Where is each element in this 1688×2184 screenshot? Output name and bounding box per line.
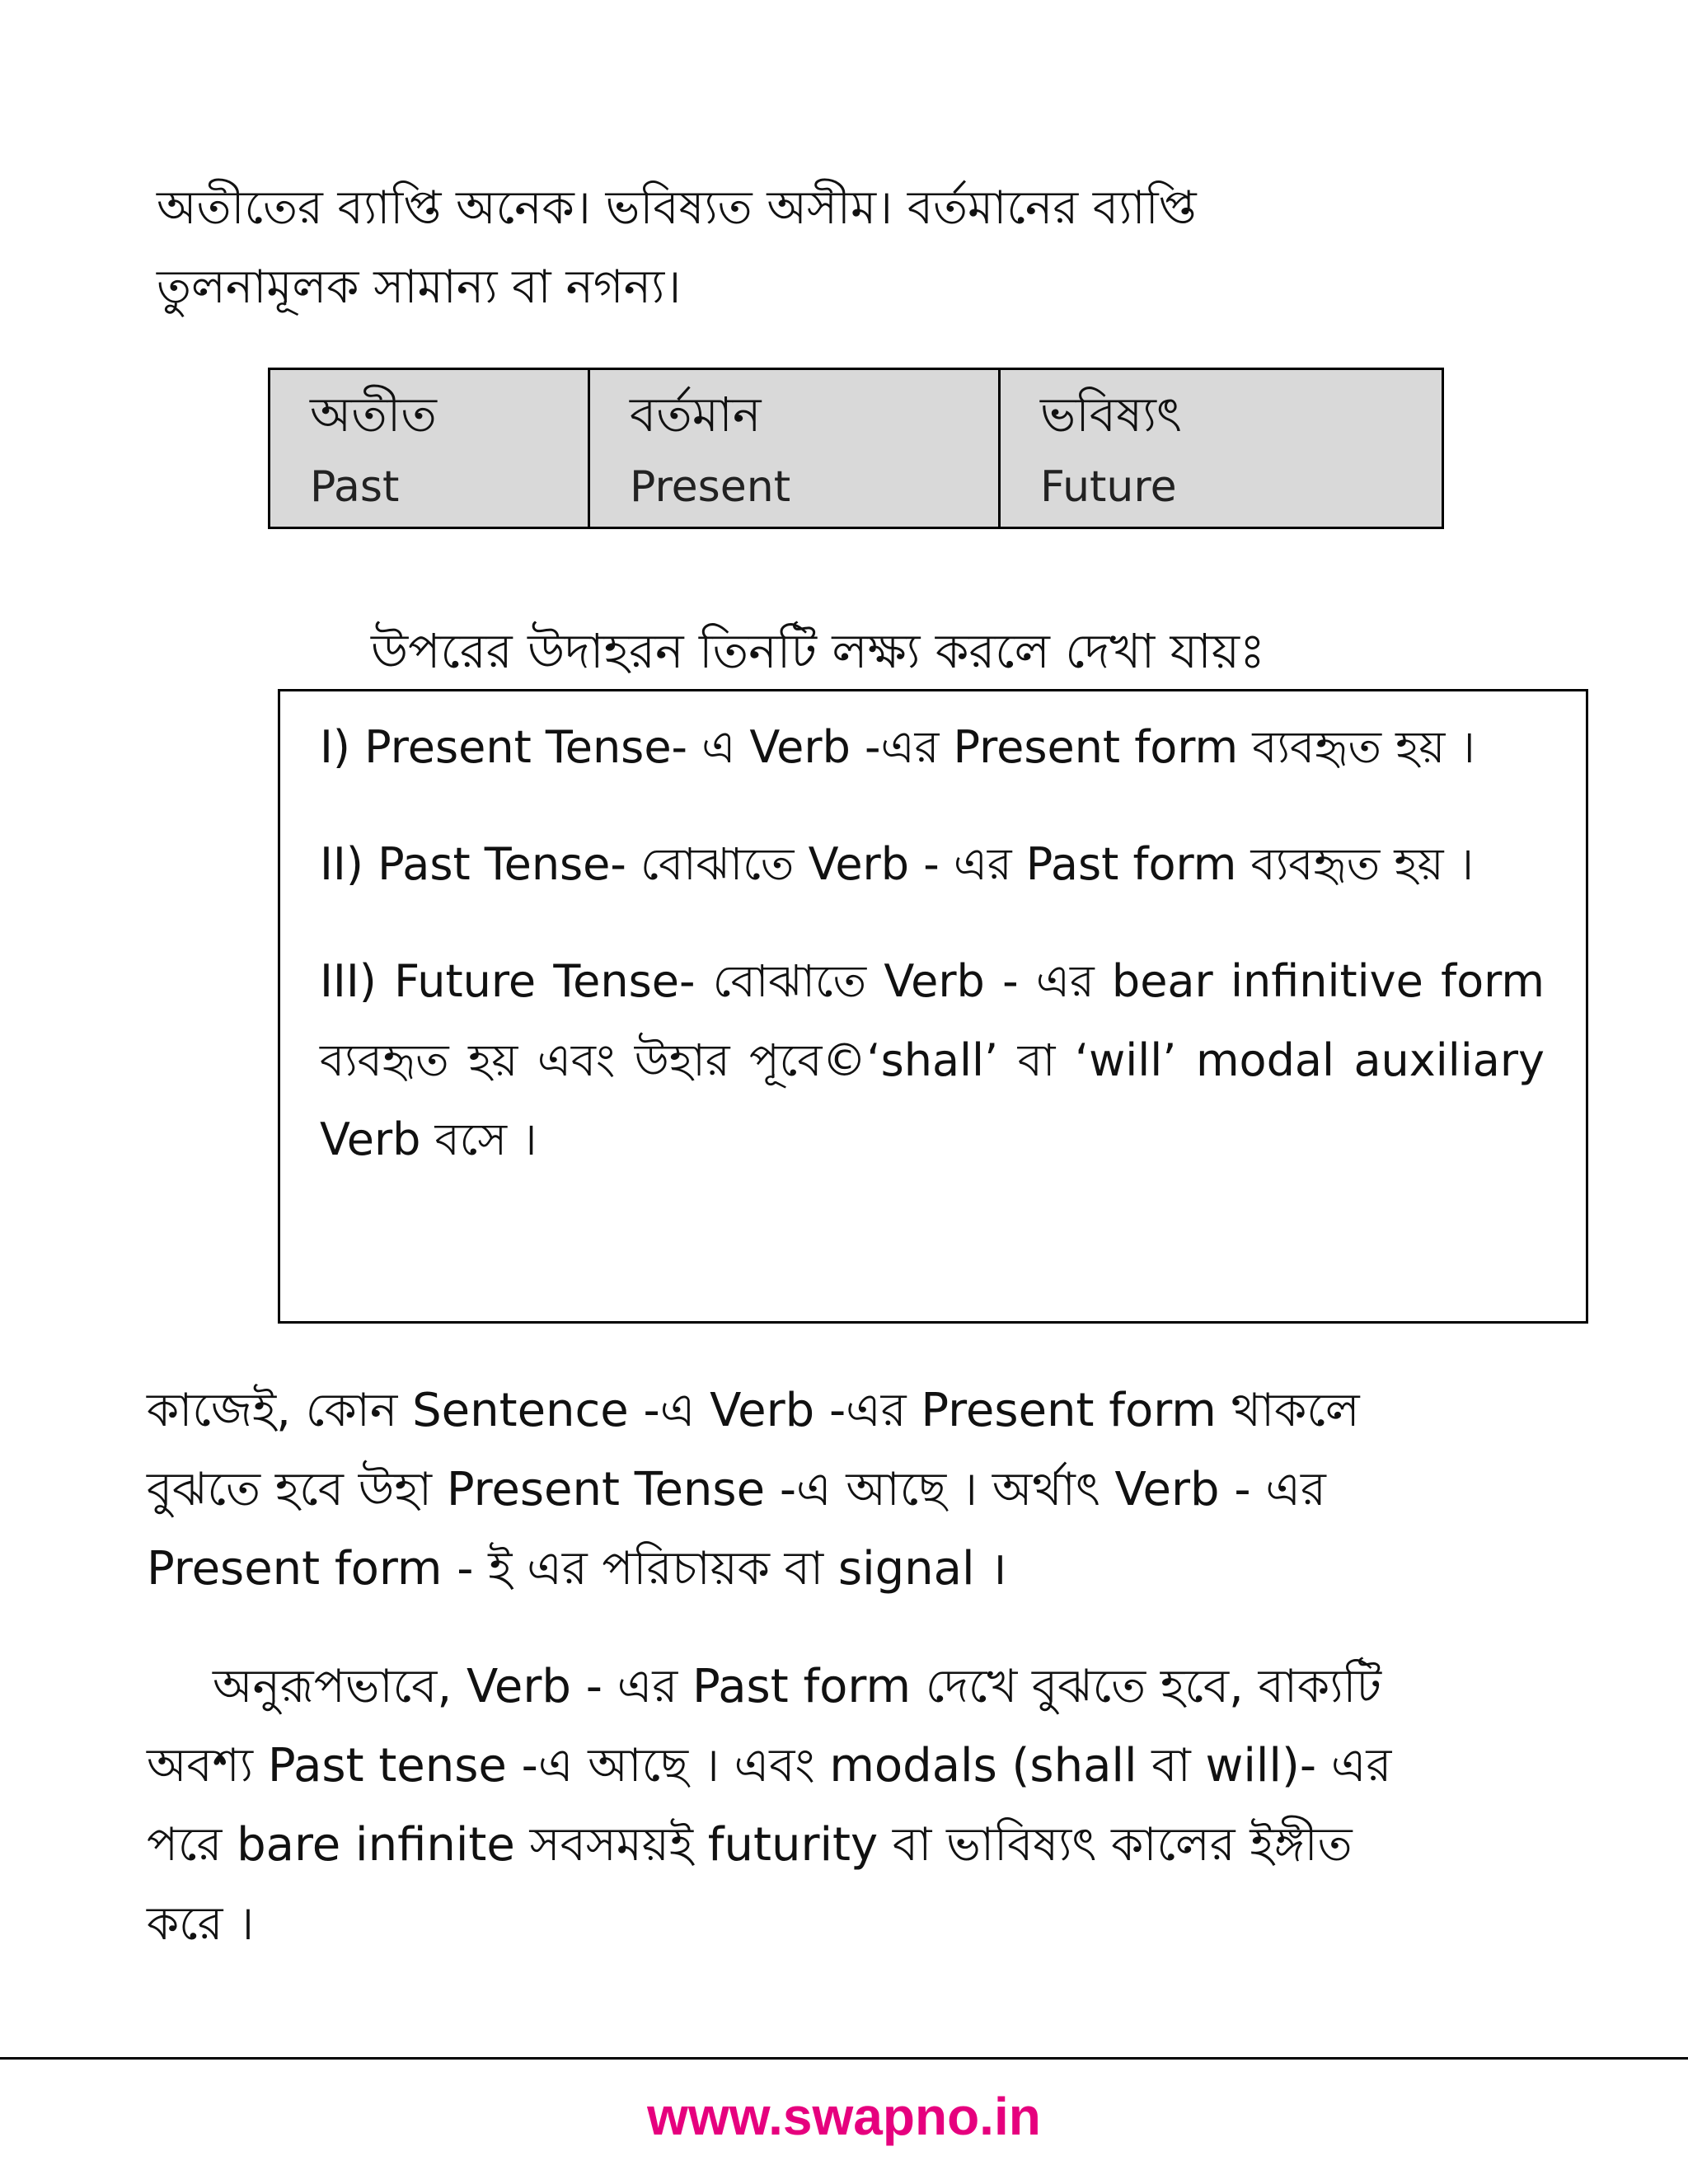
tense-present-bn: বর্তমান bbox=[630, 387, 762, 443]
analogous-line-1: অনুরূপভাবে, Verb - এর Past form দেখে বুঝতে হবে, বাক্যটি bbox=[213, 1660, 1381, 1713]
conclusion-line-3: Present form - ই এর পরিচায়ক বা signal । bbox=[147, 1542, 1007, 1596]
rules-box bbox=[278, 689, 1588, 1324]
tense-future-en: Future bbox=[1040, 462, 1177, 512]
analogous-line-4: করে । bbox=[147, 1897, 255, 1951]
conclusion-paragraph bbox=[147, 1371, 1564, 1609]
rule-past: II) Past Tense- বোঝাতে Verb - এর Past form ব্যবহৃত হয় । bbox=[320, 838, 1475, 890]
intro-line-2: তুলনামূলক সামান্য বা নগন্য। bbox=[157, 260, 682, 314]
tense-cell-present bbox=[589, 369, 1000, 528]
intro-line-1: অতীতের ব্যাপ্তি অনেক। ভবিষ্যত অসীম। বর্তমানের ব্যাপ্তি bbox=[157, 181, 1197, 235]
tense-past-en: Past bbox=[310, 462, 400, 512]
observe-heading: উপরের উদাহরন তিনটি লক্ষ্য করলে দেখা যায়ঃ bbox=[371, 623, 1265, 679]
rule-future: III) Future Tense- বোঝাতে Verb - এর bear infinitive form ব্যবহৃত হয় এবং উহার পূবে©‘shall’ বা ‘will’ modal auxiliary Verb বসে । bbox=[320, 955, 1545, 1165]
analogous-paragraph bbox=[147, 1647, 1564, 1964]
tense-future-bn: ভবিষ্যৎ bbox=[1040, 387, 1182, 443]
tense-present-en: Present bbox=[630, 462, 791, 512]
tense-cell-future bbox=[1000, 369, 1443, 528]
rule-present: I) Present Tense- এ Verb -এর Present form ব্যবহৃত হয় । bbox=[320, 721, 1475, 773]
footer-website-link[interactable]: www.swapno.in bbox=[647, 2087, 1041, 2146]
analogous-line-3: পরে bare infinite সবসময়ই futurity বা ভাবিষ্যৎ কালের ইঙ্গীত bbox=[147, 1818, 1353, 1872]
conclusion-line-2: বুঝতে হবে উহা Present Tense -এ আছে । অর্থাৎ Verb - এর bbox=[147, 1463, 1326, 1516]
tense-table-row bbox=[270, 369, 1443, 528]
tense-past-bn: অতীত bbox=[310, 387, 437, 443]
footer-divider bbox=[0, 2057, 1688, 2060]
tense-cell-past bbox=[270, 369, 589, 528]
intro-paragraph bbox=[157, 169, 1574, 327]
analogous-line-2: অবশ্য Past tense -এ আছে । এবং modals (shall বা will)- এর bbox=[147, 1739, 1392, 1793]
conclusion-line-1: কাজেই, কোন Sentence -এ Verb -এর Present form থাকলে bbox=[147, 1384, 1360, 1437]
tense-table bbox=[268, 368, 1444, 529]
